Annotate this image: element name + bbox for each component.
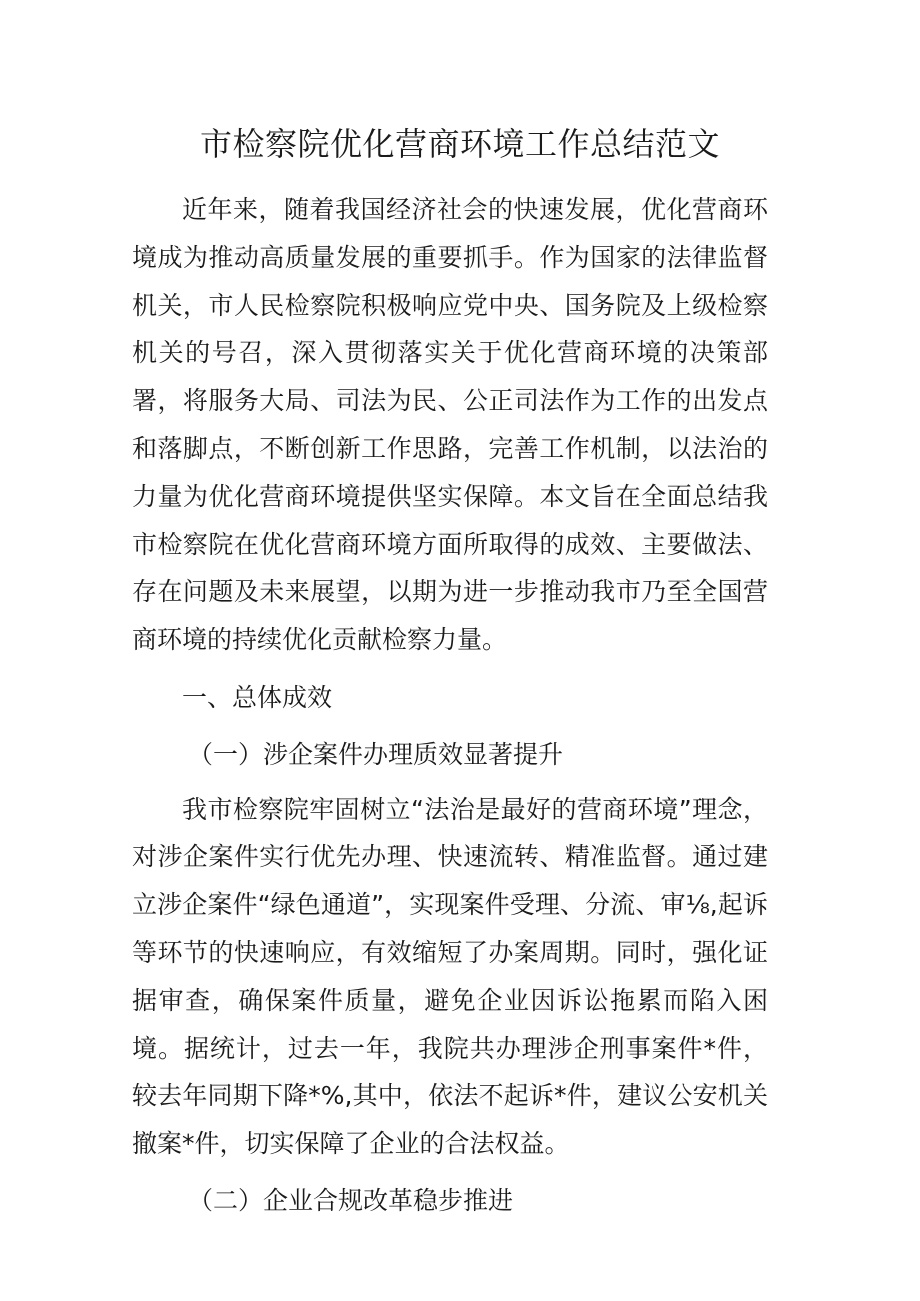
subsection-heading-compliance-reform: （二）企业合规改革稳步推进 <box>188 1185 514 1215</box>
section-heading-overall-results: 一、总体成效 <box>182 682 333 712</box>
document-title: 市检察院优化营商环境工作总结范文 <box>199 125 720 163</box>
intro-paragraph: 近年来，随着我国经济社会的快速发展，优化营商环境成为推动高质量发展的重要抓手。作为国家的法律监督机关，市人民检察院积极响应党中央、国务院及上级检察机关的号召，深入贯彻落实关于优化营商环境的决策部署，将服务大局、司法为民、公正司法作为工作的出发点和落脚点，不断创新工作思路，完善工作机制，以法治的力量为优化营商环境提供坚实保障。本文旨在全面总结我市检察院在优化营商环境方面所取得的成效、主要做法、存在问题及未来展望，以期为进一步推动我市乃至全国营商环境的持续优化贡献检察力量。 <box>132 195 768 655</box>
subsection-heading-case-quality: （一）涉企案件办理质效显著提升 <box>188 739 564 769</box>
subsection-paragraph-case-quality: 我市检察院牢固树立“法治是最好的营商环境”理念，对涉企案件实行优先办理、快速流转、精准监督。通过建立涉企案件“绿色通道”，实现案件受理、分流、审⅛,起诉等环节的快速响应，有效缩短了办案周期。同时，强化证据审查，确保案件质量，避免企业因诉讼拖累而陷入困境。据统计，过去一年，我院共办理涉企刑事案件*件，较去年同期下降*%,其中，依法不起诉*件，建议公安机关撤案*件，切实保障了企业的合法权益。 <box>132 794 768 1159</box>
